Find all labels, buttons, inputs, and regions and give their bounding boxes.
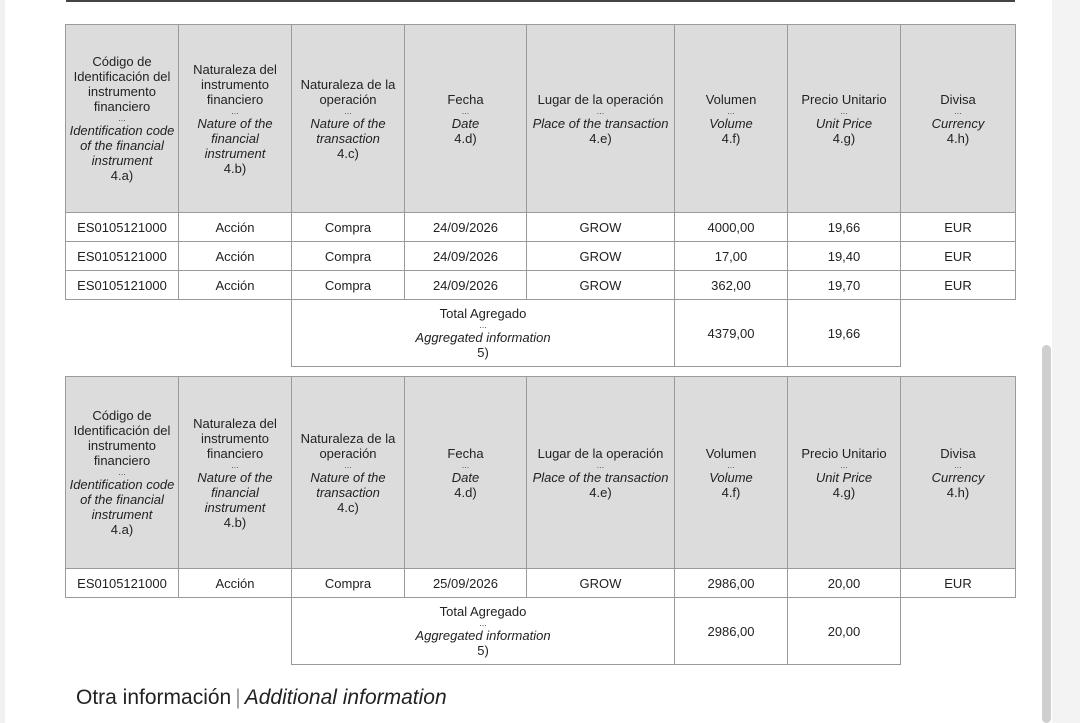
table-cell: ES0105121000 <box>66 271 179 300</box>
header-label-es: Naturaleza de la operación <box>300 430 396 461</box>
header-label-es: Precio Unitario <box>801 445 887 461</box>
aggregate-row <box>66 300 1016 367</box>
aggregate-volume: 2986,00 <box>675 598 788 665</box>
aggregate-separator: ... <box>479 320 487 330</box>
header-separator: ... <box>596 459 605 470</box>
header-label-es: Fecha <box>447 91 484 107</box>
header-reference: 4.d) <box>454 484 477 500</box>
header-label-es: Naturaleza del instrumento financiero <box>193 415 277 461</box>
header-separator: ... <box>461 105 470 116</box>
header-label-en: Nature of the transaction <box>310 115 386 146</box>
column-header <box>292 25 405 213</box>
aggregate-separator: ... <box>479 618 487 628</box>
header-label-es: Volumen <box>705 91 757 107</box>
header-separator: ... <box>461 459 470 470</box>
table-cell: 24/09/2026 <box>405 213 527 242</box>
table-cell: 19,70 <box>788 271 901 300</box>
column-header <box>66 25 179 213</box>
aggregate-label-en: Aggregated information <box>415 628 551 643</box>
header-reference: 4.d) <box>454 130 477 146</box>
column-header <box>179 377 292 569</box>
header-label-es: Volumen <box>705 445 757 461</box>
table-cell: 24/09/2026 <box>405 271 527 300</box>
header-label-en: Nature of the financial instrument <box>197 469 273 515</box>
header-label-es: Divisa <box>940 445 976 461</box>
column-header <box>901 377 1016 569</box>
aggregate-label <box>292 300 675 367</box>
column-header <box>527 25 675 213</box>
header-label-en: Place of the transaction <box>532 115 669 131</box>
header-label-en: Identification code of the financial instrument <box>69 477 175 522</box>
header-separator: ... <box>954 105 962 116</box>
column-header <box>405 377 527 569</box>
header-reference: 4.a) <box>110 522 134 537</box>
top-rule <box>66 0 1015 2</box>
table-cell: ES0105121000 <box>66 242 179 271</box>
header-reference: 4.b) <box>223 514 247 530</box>
header-reference: 4.c) <box>337 145 359 161</box>
column-header <box>788 25 901 213</box>
column-header <box>901 25 1016 213</box>
header-label-es: Código de Identificación del instrumento financiero <box>73 408 171 468</box>
header-separator: ... <box>840 459 848 470</box>
table-cell: 2986,00 <box>675 569 788 598</box>
table-row <box>66 569 1016 598</box>
table-cell: 24/09/2026 <box>405 242 527 271</box>
table-cell: EUR <box>901 213 1016 242</box>
header-separator: ... <box>344 459 352 470</box>
aggregate-reference: 5) <box>477 345 489 360</box>
column-header <box>405 25 527 213</box>
table-cell: EUR <box>901 242 1016 271</box>
header-separator: ... <box>954 459 962 470</box>
aggregate-spacer <box>66 300 292 367</box>
header-reference: 4.h) <box>946 130 970 146</box>
aggregate-label <box>292 598 675 665</box>
header-separator: ... <box>231 105 239 116</box>
header-label-es: Fecha <box>447 445 484 461</box>
additional-information-heading <box>76 686 447 710</box>
table-cell: Compra <box>292 271 405 300</box>
header-label-es: Lugar de la operación <box>537 445 664 461</box>
aggregate-spacer <box>66 598 292 665</box>
header-label-es: Naturaleza del instrumento financiero <box>193 61 277 107</box>
header-label-en: Currency <box>931 469 985 485</box>
header-label-en: Volume <box>709 469 753 485</box>
header-label-es: Precio Unitario <box>801 91 887 107</box>
header-reference: 4.g) <box>832 130 856 146</box>
header-reference: 4.f) <box>721 484 741 500</box>
header-separator: ... <box>344 105 352 116</box>
header-label-en: Date <box>451 115 480 131</box>
table-cell: 20,00 <box>788 569 901 598</box>
header-reference: 4.h) <box>946 484 970 500</box>
table-row <box>66 242 1016 271</box>
page-edge-left <box>0 0 5 723</box>
table-cell: GROW <box>527 271 675 300</box>
header-label-es: Divisa <box>940 91 976 107</box>
column-header <box>788 377 901 569</box>
header-label-en: Currency <box>931 115 985 131</box>
header-reference: 4.b) <box>223 160 247 176</box>
aggregate-price: 20,00 <box>788 598 901 665</box>
table-cell: GROW <box>527 569 675 598</box>
header-label-en: Date <box>451 469 480 485</box>
transactions-table-1 <box>65 24 1016 367</box>
table-cell: EUR <box>901 271 1016 300</box>
aggregate-spacer <box>901 598 1016 665</box>
footer-heading-separator: | <box>235 686 241 709</box>
header-reference: 4.e) <box>589 130 612 146</box>
table-cell: Acción <box>179 271 292 300</box>
table-cell: 19,66 <box>788 213 901 242</box>
header-label-en: Nature of the transaction <box>310 469 386 500</box>
header-reference: 4.c) <box>337 499 359 515</box>
table-cell: ES0105121000 <box>66 213 179 242</box>
column-header <box>66 377 179 569</box>
table-cell: Acción <box>179 569 292 598</box>
aggregate-label-en: Aggregated information <box>415 330 551 345</box>
table-cell: Acción <box>179 213 292 242</box>
header-row <box>66 25 1016 213</box>
aggregate-price: 19,66 <box>788 300 901 367</box>
header-separator: ... <box>118 113 126 123</box>
header-reference: 4.f) <box>721 130 741 146</box>
header-label-en: Unit Price <box>815 469 873 485</box>
aggregate-reference: 5) <box>477 643 489 658</box>
aggregate-label-es: Total Agregado <box>439 306 527 321</box>
header-reference: 4.a) <box>110 168 134 183</box>
aggregate-row <box>66 598 1016 665</box>
aggregate-volume: 4379,00 <box>675 300 788 367</box>
header-separator: ... <box>596 105 605 116</box>
column-header <box>179 25 292 213</box>
header-reference: 4.g) <box>832 484 856 500</box>
table-cell: EUR <box>901 569 1016 598</box>
aggregate-spacer <box>901 300 1016 367</box>
table-cell: Compra <box>292 242 405 271</box>
header-row <box>66 377 1016 569</box>
header-separator: ... <box>840 105 848 116</box>
column-header <box>675 25 788 213</box>
table-cell: ES0105121000 <box>66 569 179 598</box>
header-label-es: Lugar de la operación <box>537 91 664 107</box>
table-cell: GROW <box>527 242 675 271</box>
table-row <box>66 271 1016 300</box>
table-cell: 362,00 <box>675 271 788 300</box>
header-separator: ... <box>118 467 126 477</box>
header-label-en: Identification code of the financial instrument <box>69 123 175 168</box>
footer-heading-en: Additional information <box>244 686 447 709</box>
table-cell: 25/09/2026 <box>405 569 527 598</box>
column-header <box>292 377 405 569</box>
header-separator: ... <box>231 459 239 470</box>
footer-heading-es: Otra información <box>76 686 232 709</box>
table-cell: GROW <box>527 213 675 242</box>
header-label-es: Código de Identificación del instrumento financiero <box>73 54 171 114</box>
column-header <box>675 377 788 569</box>
table-cell: 4000,00 <box>675 213 788 242</box>
header-label-en: Volume <box>709 115 753 131</box>
header-label-en: Nature of the financial instrument <box>197 115 273 161</box>
table-cell: Compra <box>292 569 405 598</box>
aggregate-label-es: Total Agregado <box>439 604 527 619</box>
table-cell: Acción <box>179 242 292 271</box>
page-edge-right <box>1052 0 1080 723</box>
scrollbar-thumb[interactable] <box>1042 345 1051 723</box>
header-label-en: Place of the transaction <box>532 469 669 485</box>
header-reference: 4.e) <box>589 484 612 500</box>
table-cell: 19,40 <box>788 242 901 271</box>
header-label-es: Naturaleza de la operación <box>300 76 396 107</box>
transactions-table-2 <box>65 376 1016 665</box>
table-cell: Compra <box>292 213 405 242</box>
column-header <box>527 377 675 569</box>
header-separator: ... <box>727 459 735 470</box>
header-separator: ... <box>727 105 735 116</box>
header-label-en: Unit Price <box>815 115 873 131</box>
table-row <box>66 213 1016 242</box>
table-cell: 17,00 <box>675 242 788 271</box>
